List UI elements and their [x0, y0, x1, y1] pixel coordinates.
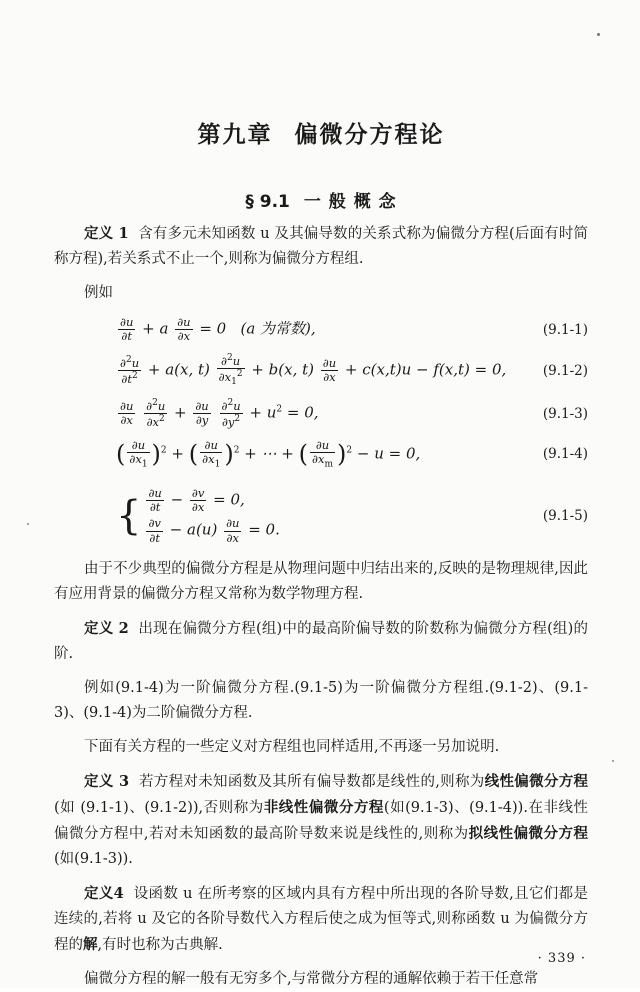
equation-1-tag: (9.1-1)	[542, 321, 588, 338]
equation-2-tag: (9.1-2)	[542, 362, 588, 379]
definition-1-paragraph	[54, 221, 588, 272]
equation-4-tag: (9.1-4)	[542, 446, 588, 463]
section-title	[54, 187, 588, 212]
example-2-paragraph: 例如(9.1-4)为一阶偏微分方程.(9.1-5)为一阶偏微分方程组.(9.1-2)、(9.1-3)、(9.1-4)为二阶偏微分方程.	[54, 679, 588, 721]
equation-2-body: $\frac{\partial^2u}{\partial t^2}$ + a(x, t) $\frac{\partial^2u}{\partial x_1^2}$ + b(x, t) $\frac{\partial u}{\partial x}$ + c(x,t)u − f(x,t) = 0,	[120, 353, 507, 388]
equation-1	[54, 316, 588, 343]
definition-3-term-quasilinear: 拟线性偏微分方程	[468, 824, 589, 842]
example-lead: 例如	[84, 285, 113, 301]
note-paragraph: 下面有关方程的一些定义对方程组也同样适用,不再逐一另加说明.	[84, 738, 500, 755]
definition-3-text-b: (如 (9.1-1)、(9.1-2)),否则称为	[54, 799, 264, 816]
definition-2-paragraph	[54, 616, 588, 667]
page-number: · 339 ·	[537, 951, 586, 966]
equation-4-body: ( $\frac{\partial u}{\partial x_1}$ )$^2$ + ( $\frac{\partial u}{\partial x_1}$ )$^2$ + ⋯ + ( $\frac{\partial u}{\partial x_m}$ )$^2$ − u = 0,	[116, 438, 421, 470]
definition-2-text: 出现在偏微分方程(组)中的最高阶偏导数的阶数称为偏微分方程(组)的阶.	[54, 620, 588, 662]
definition-3-text-d: (如(9.1-3)).	[54, 850, 133, 867]
equation-1-body: $\frac{\partial u}{\partial t}$ + a $\frac{\partial u}{\partial x}$ = 0 (a 为常数),	[120, 315, 316, 344]
definition-3-term-linear: 线性偏微分方程	[484, 772, 589, 790]
definition-4-paragraph	[54, 881, 588, 958]
section-number: § 9.1	[245, 192, 290, 212]
definition-4-term-solution: 解	[83, 935, 98, 953]
definition-4-label: 定义4	[84, 884, 124, 902]
scan-speck	[27, 523, 29, 525]
chapter-title-prefix: 第九章	[197, 122, 273, 148]
scan-speck	[597, 33, 600, 36]
equation-3-body: $\frac{\partial u}{\partial x}$ $\frac{\partial^2u}{\partial x^2}$ + $\frac{\partial u}{\partial y}$ $\frac{\partial^2u}{\partial y^2}$ + $u^2 = 0$,	[120, 397, 319, 429]
definition-3-term-nonlinear: 非线性偏微分方程	[263, 798, 384, 816]
definition-3-label: 定义 3	[84, 772, 130, 790]
last-paragraph: 偏微分方程的解一般有无穷多个,与常微分方程的通解依赖于若干任意常	[84, 970, 539, 987]
equation-3	[54, 398, 588, 429]
definition-3-text-c: (如(9.1-3)、(9.1-4)).在非线性偏微分方程中,若对未知函数的最高阶导数来说是线性的,则称为	[54, 799, 589, 842]
equation-4	[54, 439, 588, 470]
definition-3-text-a: 若方程对未知函数及其所有偏导数都是线性的,则称为	[138, 773, 485, 790]
equation-5-tag: (9.1-5)	[542, 507, 588, 524]
equation-5-body: { $\frac{\partial u}{\partial t}$ − $\frac{\partial v}{\partial x}$ = 0, $\frac{\partial v}{\partial t}$ − a(u) $\frac{\partial u}{\partial x}$ = 0.	[116, 485, 280, 545]
definition-4-text-b: ,有时也称为古典解.	[97, 936, 223, 953]
section-title-text: 一 般 概 念	[303, 192, 397, 212]
chapter-title	[54, 108, 588, 149]
definition-1-text: 含有多元未知函数 u 及其偏导数的关系式称为偏微分方程(后面有时简称方程),若关系式不止一个,则称为偏微分方程组.	[54, 226, 589, 267]
definition-2-label: 定义 2	[84, 619, 129, 637]
equation-5	[54, 484, 588, 548]
scan-speck	[612, 760, 614, 762]
definition-1-label: 定义 1	[84, 225, 129, 242]
equation-3-tag: (9.1-3)	[542, 405, 588, 422]
definition-3-paragraph	[54, 769, 588, 872]
paragraph-after-equations: 由于不少典型的偏微分方程是从物理问题中归结出来的,反映的是物理规律,因此有应用背景的偏微分方程又常称为数学物理方程.	[54, 560, 588, 602]
page-content	[54, 108, 588, 992]
equation-block	[54, 316, 588, 548]
chapter-title-main: 偏微分方程论	[294, 122, 445, 148]
equation-2	[54, 353, 588, 388]
definition-4-text-a: 设函数 u 在所考察的区域内具有方程中所出现的各阶导数,且它们都是连续的,若将 u 及它的各阶导数代入方程后使之成为恒等式,则称函数 u 为偏微分方程的	[54, 885, 588, 953]
